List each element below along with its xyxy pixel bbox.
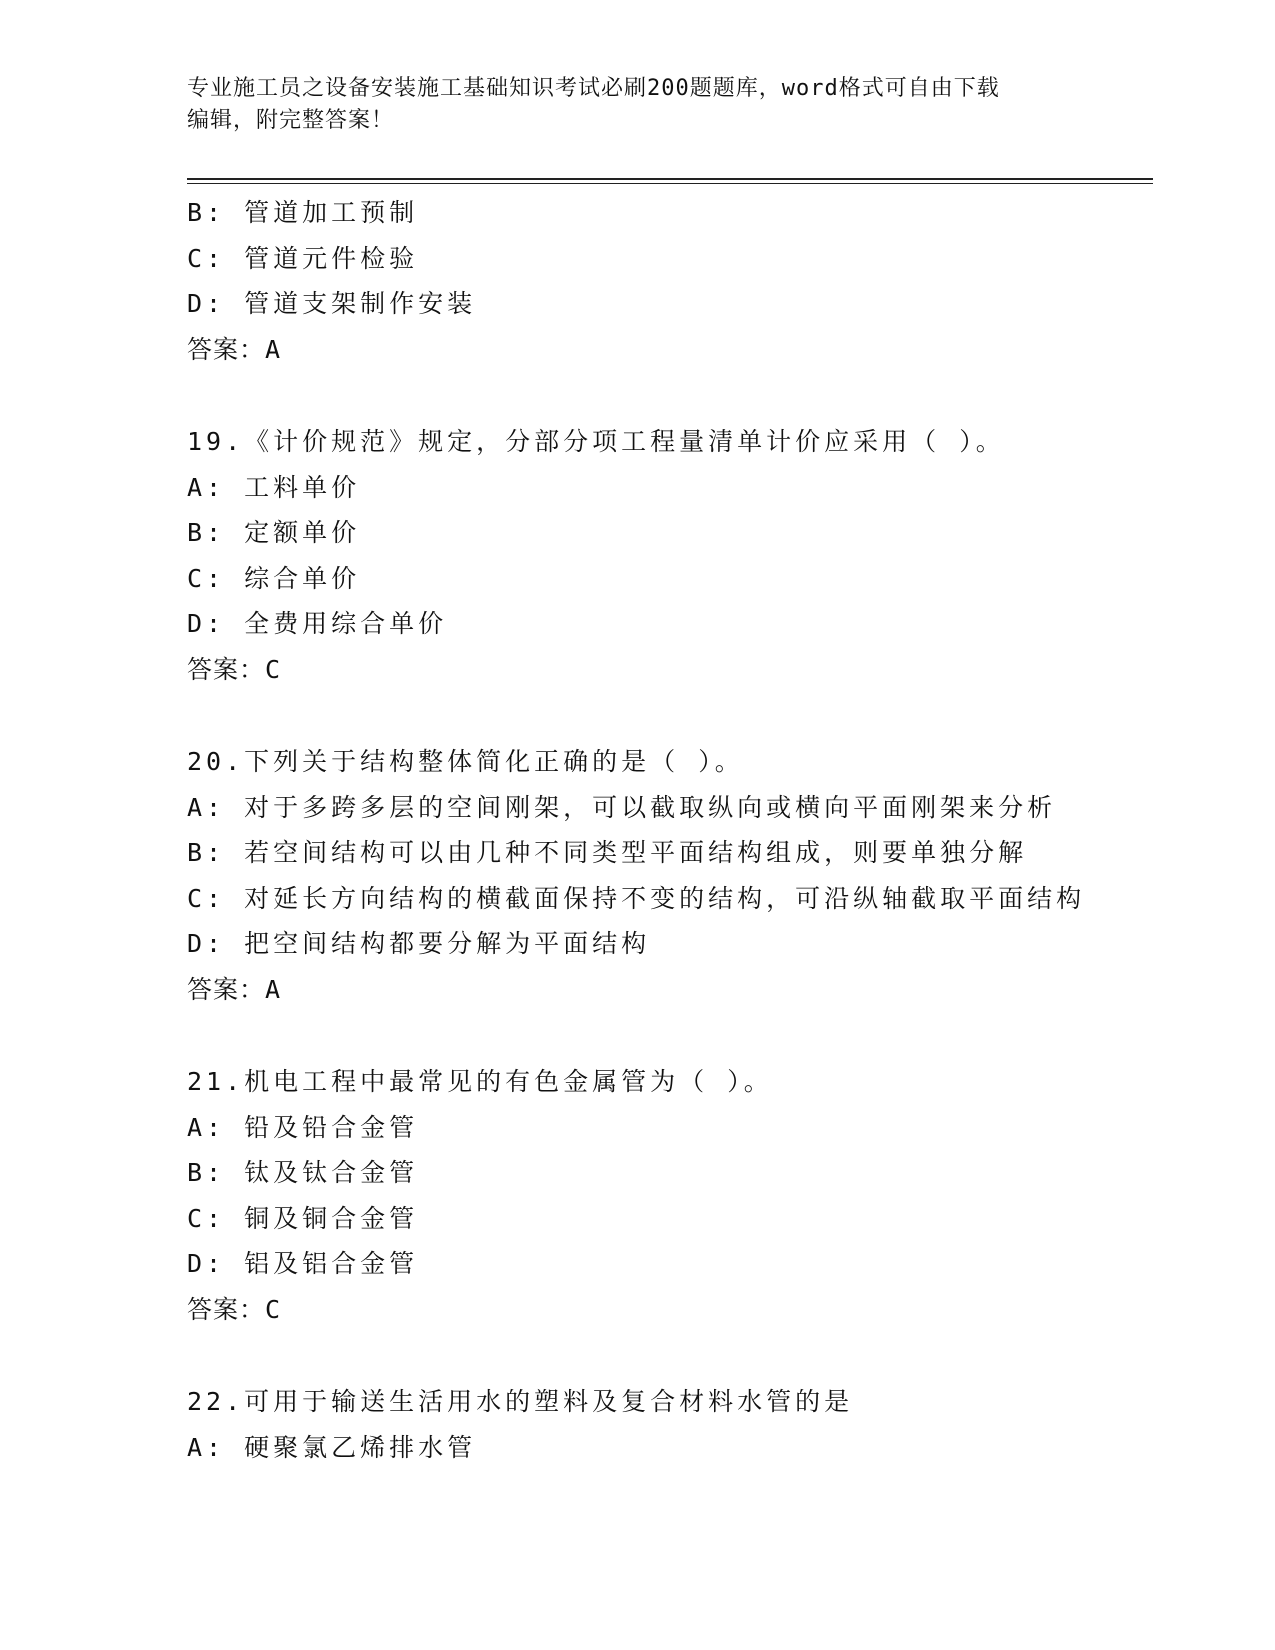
question-block-20 [187,739,1153,1012]
option-d: D: 把空间结构都要分解为平面结构 [187,929,651,958]
option-a: A: 对于多跨多层的空间刚架，可以截取纵向或横向平面刚架来分析 [187,792,1057,822]
question-block-22 [187,1379,1153,1470]
question-stem: 20.下列关于结构整体简化正确的是（ ）。 [187,747,744,776]
question-stem: 19.《计价规范》规定，分部分项工程量清单计价应采用（ ）。 [187,427,1005,456]
option-b: B: 若空间结构可以由几种不同类型平面结构组成，则要单独分解 [187,838,1028,867]
answer-line: 答案：C [187,1294,282,1324]
option-a: A: 硬聚氯乙烯排水管 [187,1432,477,1462]
question-stem: 22.可用于输送生活用水的塑料及复合材料水管的是 [187,1387,854,1416]
option-d: D: 铝及铝合金管 [187,1249,419,1278]
spacer [187,372,1153,419]
option-d: D: 管道支架制作安装 [187,289,477,318]
option-c: C: 对延长方向结构的横截面保持不变的结构，可沿纵轴截取平面结构 [187,883,1086,913]
document-header [187,73,1067,137]
option-b: B: 管道加工预制 [187,198,419,227]
question-list [187,190,1153,1470]
option-c: C: 管道元件检验 [187,243,419,273]
option-b: B: 钛及钛合金管 [187,1158,419,1187]
option-a: A: 工料单价 [187,472,361,502]
question-block-carryover [187,190,1153,372]
question-block-21 [187,1059,1153,1332]
option-d: D: 全费用综合单价 [187,609,448,638]
answer-line: 答案：A [187,974,282,1004]
option-c: C: 铜及铜合金管 [187,1203,419,1233]
answer-line: 答案：A [187,334,282,364]
spacer [187,1332,1153,1379]
question-block-19 [187,419,1153,692]
answer-line: 答案：C [187,654,282,684]
option-c: C: 综合单价 [187,563,361,593]
question-stem: 21.机电工程中最常见的有色金属管为（ ）。 [187,1067,773,1096]
spacer [187,692,1153,739]
header-title-line-1: 专业施工员之设备安装施工基础知识考试必刷200题题库，word格式可自由下载 [187,76,1000,101]
spacer [187,1012,1153,1059]
option-b: B: 定额单价 [187,518,361,547]
header-rule-thick [187,178,1153,180]
header-rule-thin [187,183,1153,184]
option-a: A: 铅及铅合金管 [187,1112,419,1142]
header-title-line-2: 编辑，附完整答案！ [187,108,395,133]
